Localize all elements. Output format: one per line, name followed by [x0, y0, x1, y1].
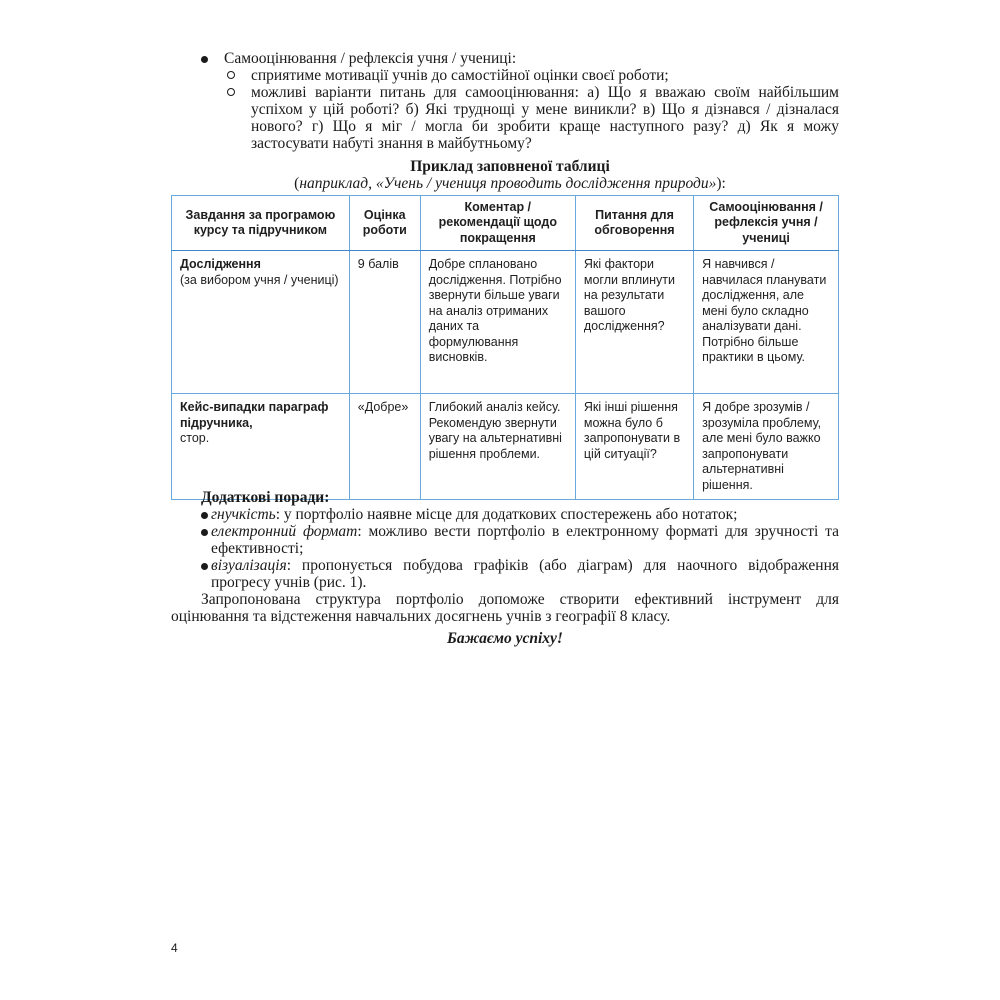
- table-row: [172, 394, 839, 500]
- table-row: [172, 251, 839, 394]
- tip-text: : можливо вести портфоліо в електронному форматі для зручності та ефективності;: [211, 523, 840, 557]
- subtitle-italic: наприклад, «Учень / учениця проводить дослідження природи»: [299, 175, 717, 192]
- tip-text: : пропонується побудова графіків (або діаграм) для наочного відображення прогресу учнів (рис. 1).: [211, 557, 839, 591]
- closing-wish: Бажаємо успіху!: [447, 630, 563, 647]
- cell-grade: 9 балів: [349, 251, 420, 394]
- cell-comment: Глибокий аналіз кейсу. Рекомендую звернути увагу на альтернативні рішення проблеми.: [420, 394, 575, 500]
- tip-item: [171, 557, 839, 591]
- cell-reflection: Я добре зрозумів / зрозуміла проблему, але мені було важко запропонувати альтернативні рішення.: [694, 394, 839, 500]
- cell-grade: «Добре»: [349, 394, 420, 500]
- cell-question: Які фактори могли вплинути на результати вашого дослідження?: [575, 251, 693, 394]
- task-detail: стор.: [180, 431, 210, 445]
- subtitle-prefix: (: [294, 175, 300, 192]
- sub-item-text: можливі варіанти питань для самооцінювання: а) Що я вважаю своїм найбільшим успіхом у цій роботі? б) Які труднощі у мене виникли? в) Що я дізнався / дізналася нового? г) Що я міг / могла би зробити краще наступного разу? д) Як я можу застосувати набуті знання в майбутньому?: [251, 84, 839, 152]
- cell-comment: Добре сплановано дослідження. Потрібно звернути більше уваги на аналіз отриманих даних та формулювання висновків.: [420, 251, 575, 394]
- tip-term: електронний формат: [211, 523, 358, 540]
- bullet-dot-icon: [201, 529, 208, 536]
- tip-item: [171, 506, 839, 523]
- table-title: Приклад заповненої таблиці: [410, 158, 610, 175]
- cell-question: Які інші рішення можна було б запропонувати в цій ситуації?: [575, 394, 693, 500]
- self-assessment-bullet: [197, 50, 839, 67]
- cell-task: [172, 394, 350, 500]
- page-number: 4: [171, 941, 178, 955]
- extra-tips-section: [171, 489, 839, 647]
- cell-task: [172, 251, 350, 394]
- sub-item-text: сприятиме мотивації учнів до самостійної оцінки своєї роботи;: [251, 67, 669, 84]
- self-assessment-label: Самооцінювання / рефлексія учня / учениці:: [224, 50, 517, 67]
- self-assessment-section: [197, 50, 839, 152]
- self-assessment-sublist: [197, 67, 839, 152]
- bullet-dot-icon: [201, 512, 208, 519]
- tip-text: : у портфоліо наявне місце для додаткових спостережень або нотаток;: [275, 506, 738, 523]
- cell-reflection: Я навчився / навчилася планувати дослідження, але мені було складно аналізувати дані. Потрібно більше практики в цьому.: [694, 251, 839, 394]
- example-table: [171, 195, 839, 500]
- task-title: Кейс-випадки параграф підручника,: [180, 400, 329, 430]
- task-detail: (за вибором учня / учениці): [180, 272, 339, 287]
- header-task: Завдання за програмою курсу та підручником: [172, 196, 350, 251]
- tip-term: гнучкість: [211, 506, 276, 523]
- conclusion-paragraph: Запропонована структура портфоліо допоможе створити ефективний інструмент для оцінювання та відстеження навчальних досягнень учнів з географії 8 класу.: [171, 591, 839, 625]
- bullet-dot-icon: [201, 563, 208, 570]
- sub-list-item: [224, 84, 839, 152]
- header-grade: Оцінка роботи: [349, 196, 420, 251]
- header-reflection: Самооцінювання / рефлексія учня / учениці: [694, 196, 839, 251]
- subtitle-suffix: ):: [716, 175, 726, 192]
- tip-term: візуалізація: [211, 557, 287, 574]
- header-comment: Коментар / рекомендації щодо покращення: [420, 196, 575, 251]
- header-questions: Питання для обговорення: [575, 196, 693, 251]
- circle-bullet-icon: [227, 71, 235, 79]
- tip-item: [171, 523, 839, 557]
- sub-list-item: [224, 67, 839, 84]
- table-subtitle: [180, 175, 840, 192]
- extra-tips-title: Додаткові поради:: [201, 489, 330, 506]
- circle-bullet-icon: [227, 88, 235, 96]
- task-title: Дослідження: [180, 257, 261, 271]
- table-header-row: [172, 196, 839, 251]
- bullet-dot-icon: [201, 56, 208, 63]
